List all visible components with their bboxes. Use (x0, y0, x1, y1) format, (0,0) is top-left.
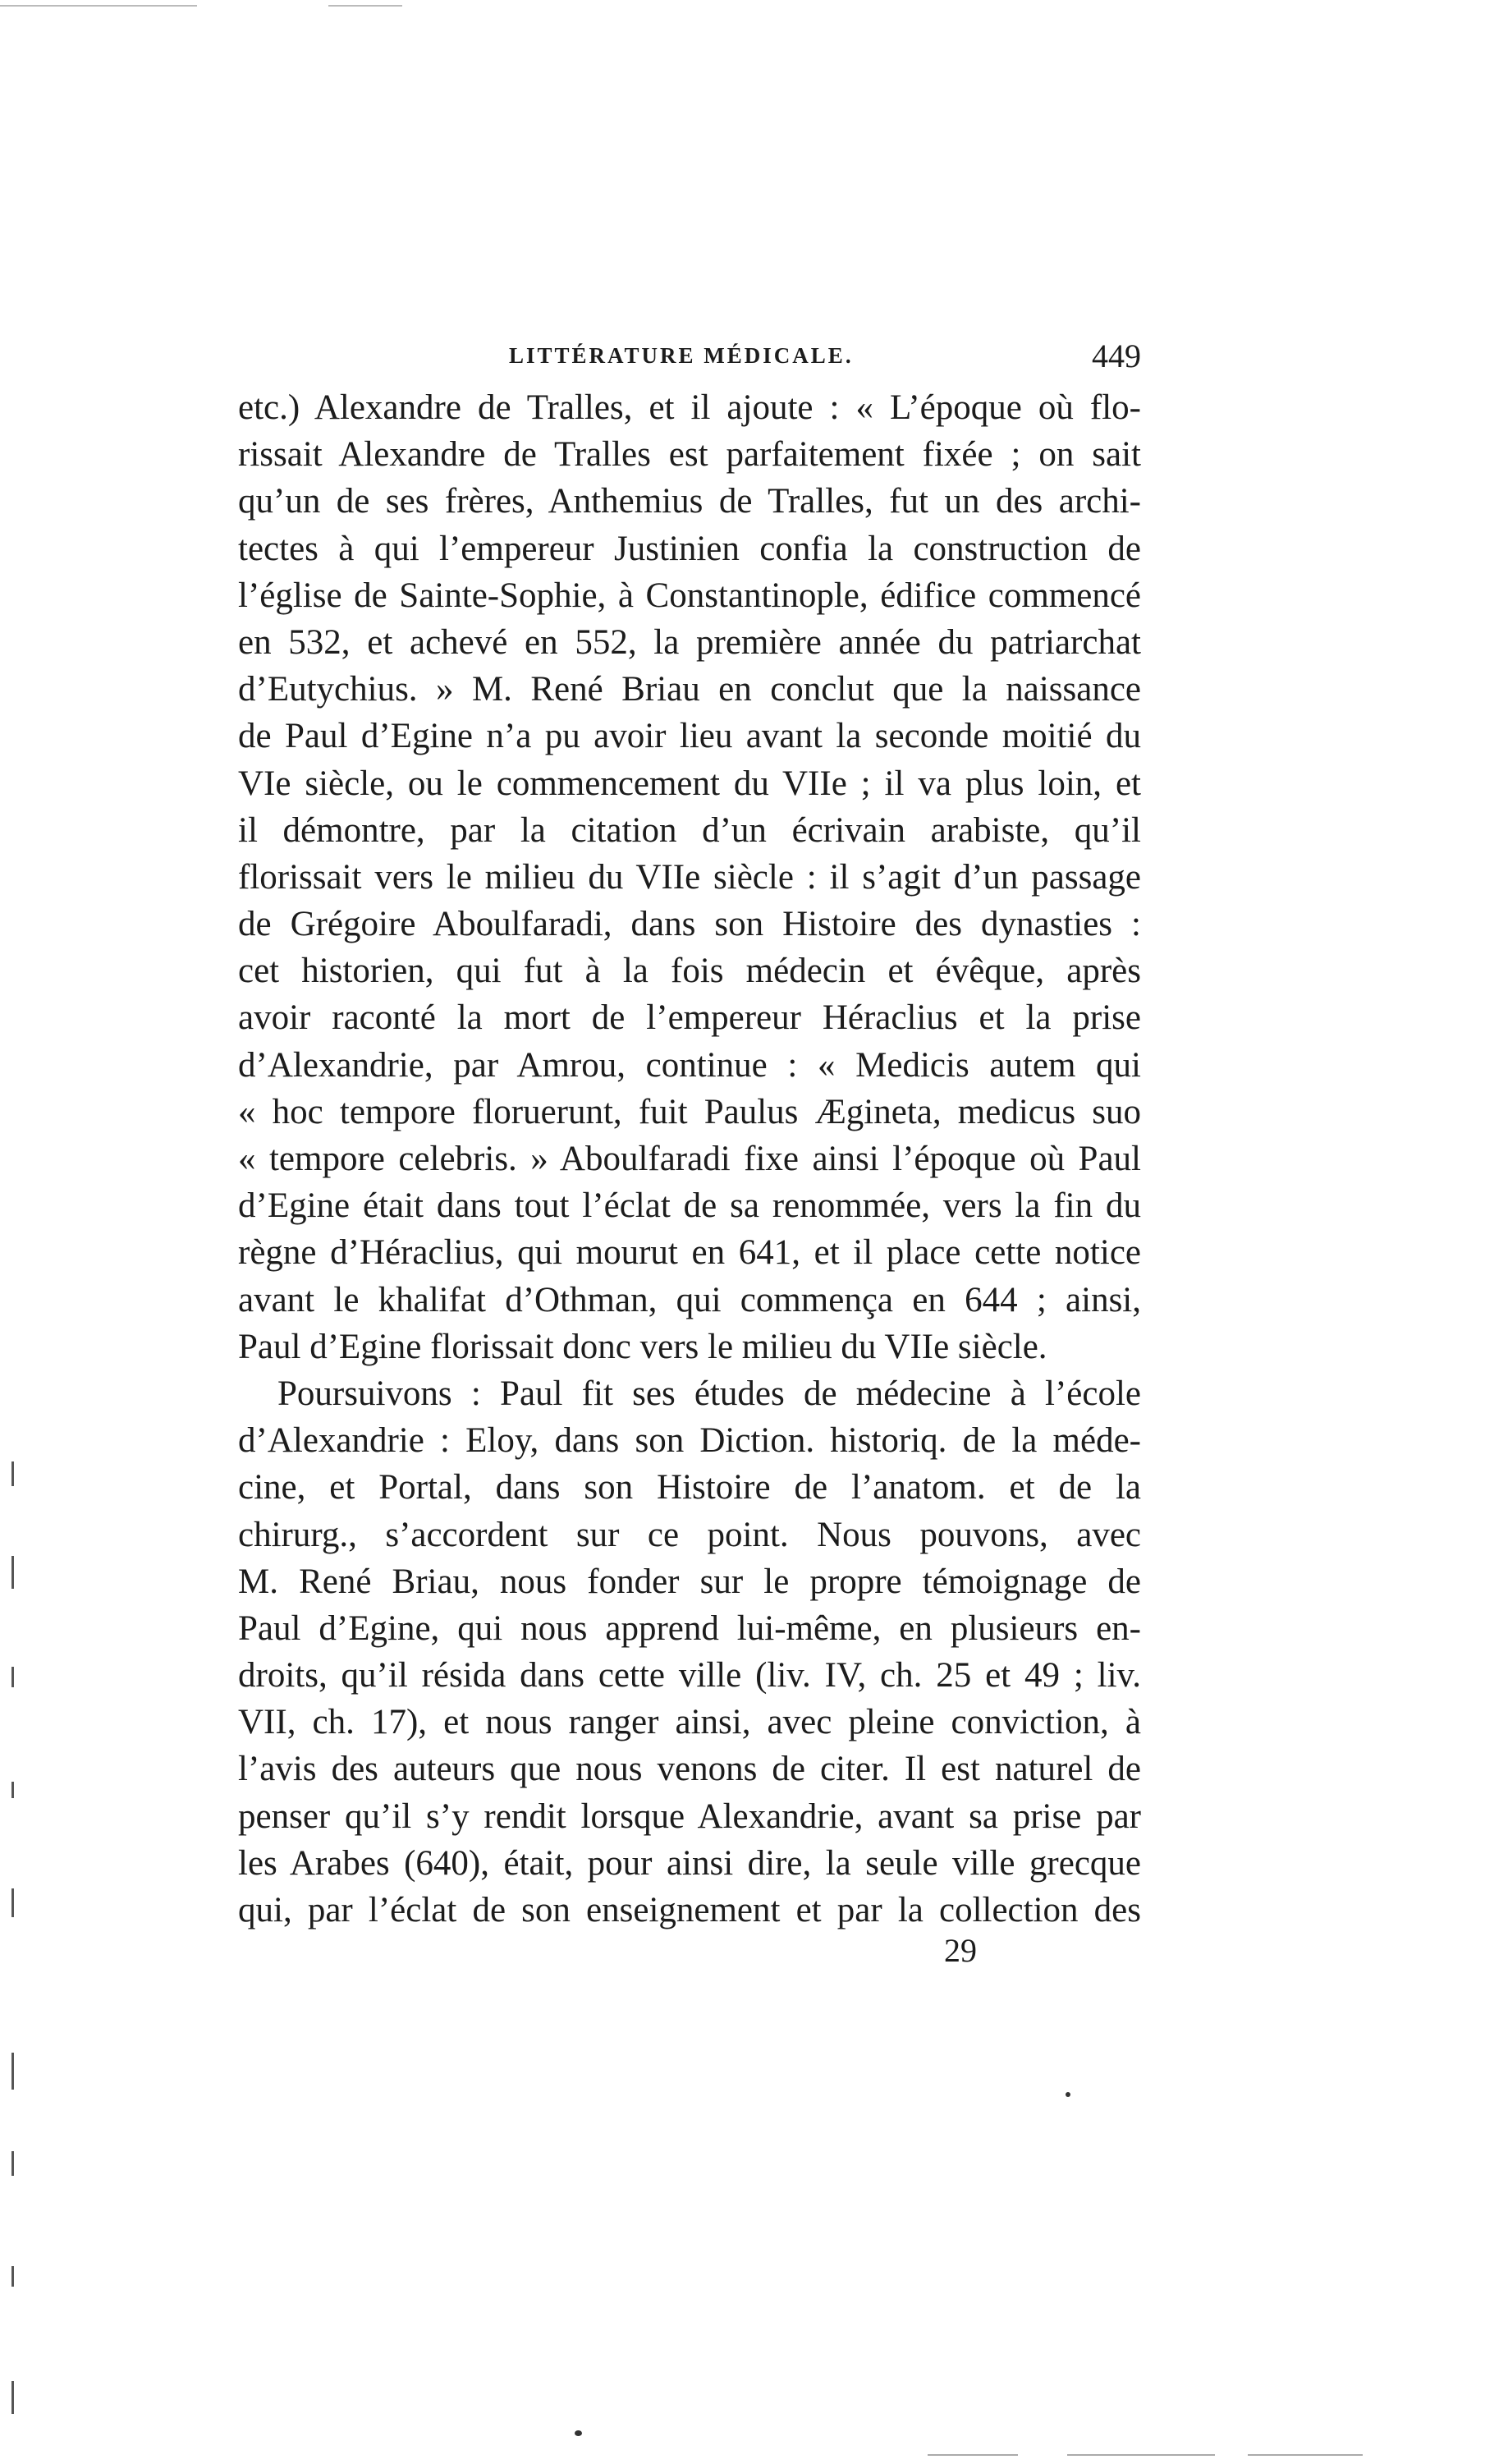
text-line: M. René Briau, nous fonder sur le propre témoignage de (238, 1562, 1141, 1601)
text-line: en 532, et achevé en 552, la première année du patriarchat (238, 622, 1141, 662)
text-line: d’Alexandrie : Eloy, dans son Diction. historiq. de la méde- (238, 1421, 1141, 1461)
text-line: Paul d’Egine florissait donc vers le milieu du VIIe siècle. (238, 1327, 1047, 1366)
scan-speck (575, 2430, 582, 2436)
text-line: rissait Alexandre de Tralles est parfaitement fixée ; on sait (238, 435, 1141, 475)
text-line: « tempore celebris. » Aboulfaradi fixe ainsi l’époque où Paul (238, 1140, 1141, 1178)
text-line: il démontre, par la citation d’un écrivain arabiste, qu’il (238, 810, 1141, 850)
text-line: règne d’Héraclius, qui mourut en 641, et il place cette notice (238, 1233, 1141, 1273)
text-line: penser qu’il s’y rendit lorsque Alexandrie, avant sa prise par (238, 1796, 1141, 1836)
scan-edge-rule (1067, 2454, 1215, 2456)
scan-edge-rule (1248, 2454, 1363, 2456)
text-line: l’avis des auteurs que nous venons de citer. Il est naturel de (238, 1750, 1141, 1789)
text-line: qu’un de ses frères, Anthemius de Tralles, fut un des archi- (238, 482, 1141, 521)
body-text (238, 384, 1141, 1934)
scan-edge-mark (11, 1556, 14, 1589)
signature-mark: 29 (944, 1932, 977, 1969)
text-line: droits, qu’il résida dans cette ville (liv. IV, ch. 25 et 49 ; liv. (238, 1656, 1141, 1695)
text-line: avoir raconté la mort de l’empereur Héraclius et la prise (238, 998, 1141, 1038)
text-line: chirurg., s’accordent sur ce point. Nous pouvons, avec (238, 1515, 1141, 1554)
text-line: VII, ch. 17), et nous ranger ainsi, avec pleine conviction, à (238, 1703, 1141, 1742)
running-header (238, 337, 1141, 386)
scan-edge-mark (11, 2381, 14, 2414)
text-line: les Arabes (640), était, pour ainsi dire, la seule ville grecque (238, 1843, 1141, 1883)
text-line: cine, et Portal, dans son Histoire de l’anatom. et de la (238, 1468, 1141, 1507)
text-line: VIe siècle, ou le commencement du VIIe ; il va plus loin, et (238, 764, 1141, 803)
scan-edge-mark (11, 2053, 14, 2090)
text-line: de Paul d’Egine n’a pu avoir lieu avant la seconde moitié du (238, 717, 1141, 756)
text-line: d’Eutychius. » M. René Briau en conclut que la naissance (238, 670, 1141, 709)
text-line: avant le khalifat d’Othman, qui commença en 644 ; ainsi, (238, 1280, 1141, 1319)
text-line: Paul d’Egine, qui nous apprend lui-même, en plusieurs en- (238, 1608, 1141, 1648)
scan-edge-mark (11, 1461, 14, 1486)
scan-speck (1066, 2092, 1070, 2097)
page-number: 449 (1092, 337, 1141, 374)
scan-edge-rule (0, 5, 197, 7)
text-line: Poursuivons : Paul fit ses études de médecine à l’école (277, 1374, 1141, 1413)
text-line: d’Egine était dans tout l’éclat de sa renommée, vers la fin du (238, 1186, 1141, 1226)
scan-edge-mark (11, 2151, 14, 2176)
text-line: « hoc tempore floruerunt, fuit Paulus Ægineta, medicus suo (238, 1092, 1141, 1131)
text-line: d’Alexandrie, par Amrou, continue : « Medicis autem qui (238, 1045, 1141, 1085)
scan-edge-rule (928, 2454, 1018, 2456)
scan-edge-mark (11, 2266, 14, 2287)
text-line: l’église de Sainte-Sophie, à Constantinople, édifice commencé (238, 576, 1141, 615)
scan-edge-mark (11, 1888, 14, 1917)
scan-edge-mark (11, 1782, 14, 1798)
text-line: cet historien, qui fut à la fois médecin et évêque, après (238, 952, 1141, 991)
text-line: florissait vers le milieu du VIIe siècle : il s’agit d’un passage (238, 857, 1141, 897)
running-title: LITTÉRATURE MÉDICALE. (509, 343, 854, 368)
text-line: de Grégoire Aboulfaradi, dans son Histoire des dynasties : (238, 905, 1141, 944)
scan-edge-mark (11, 1667, 14, 1687)
text-line: qui, par l’éclat de son enseignement et par la collection des (238, 1891, 1141, 1929)
text-line: tectes à qui l’empereur Justinien confia la construction de (238, 529, 1141, 568)
scan-edge-rule (328, 5, 402, 7)
text-line: etc.) Alexandre de Tralles, et il ajoute : « L’époque où flo- (238, 388, 1141, 427)
